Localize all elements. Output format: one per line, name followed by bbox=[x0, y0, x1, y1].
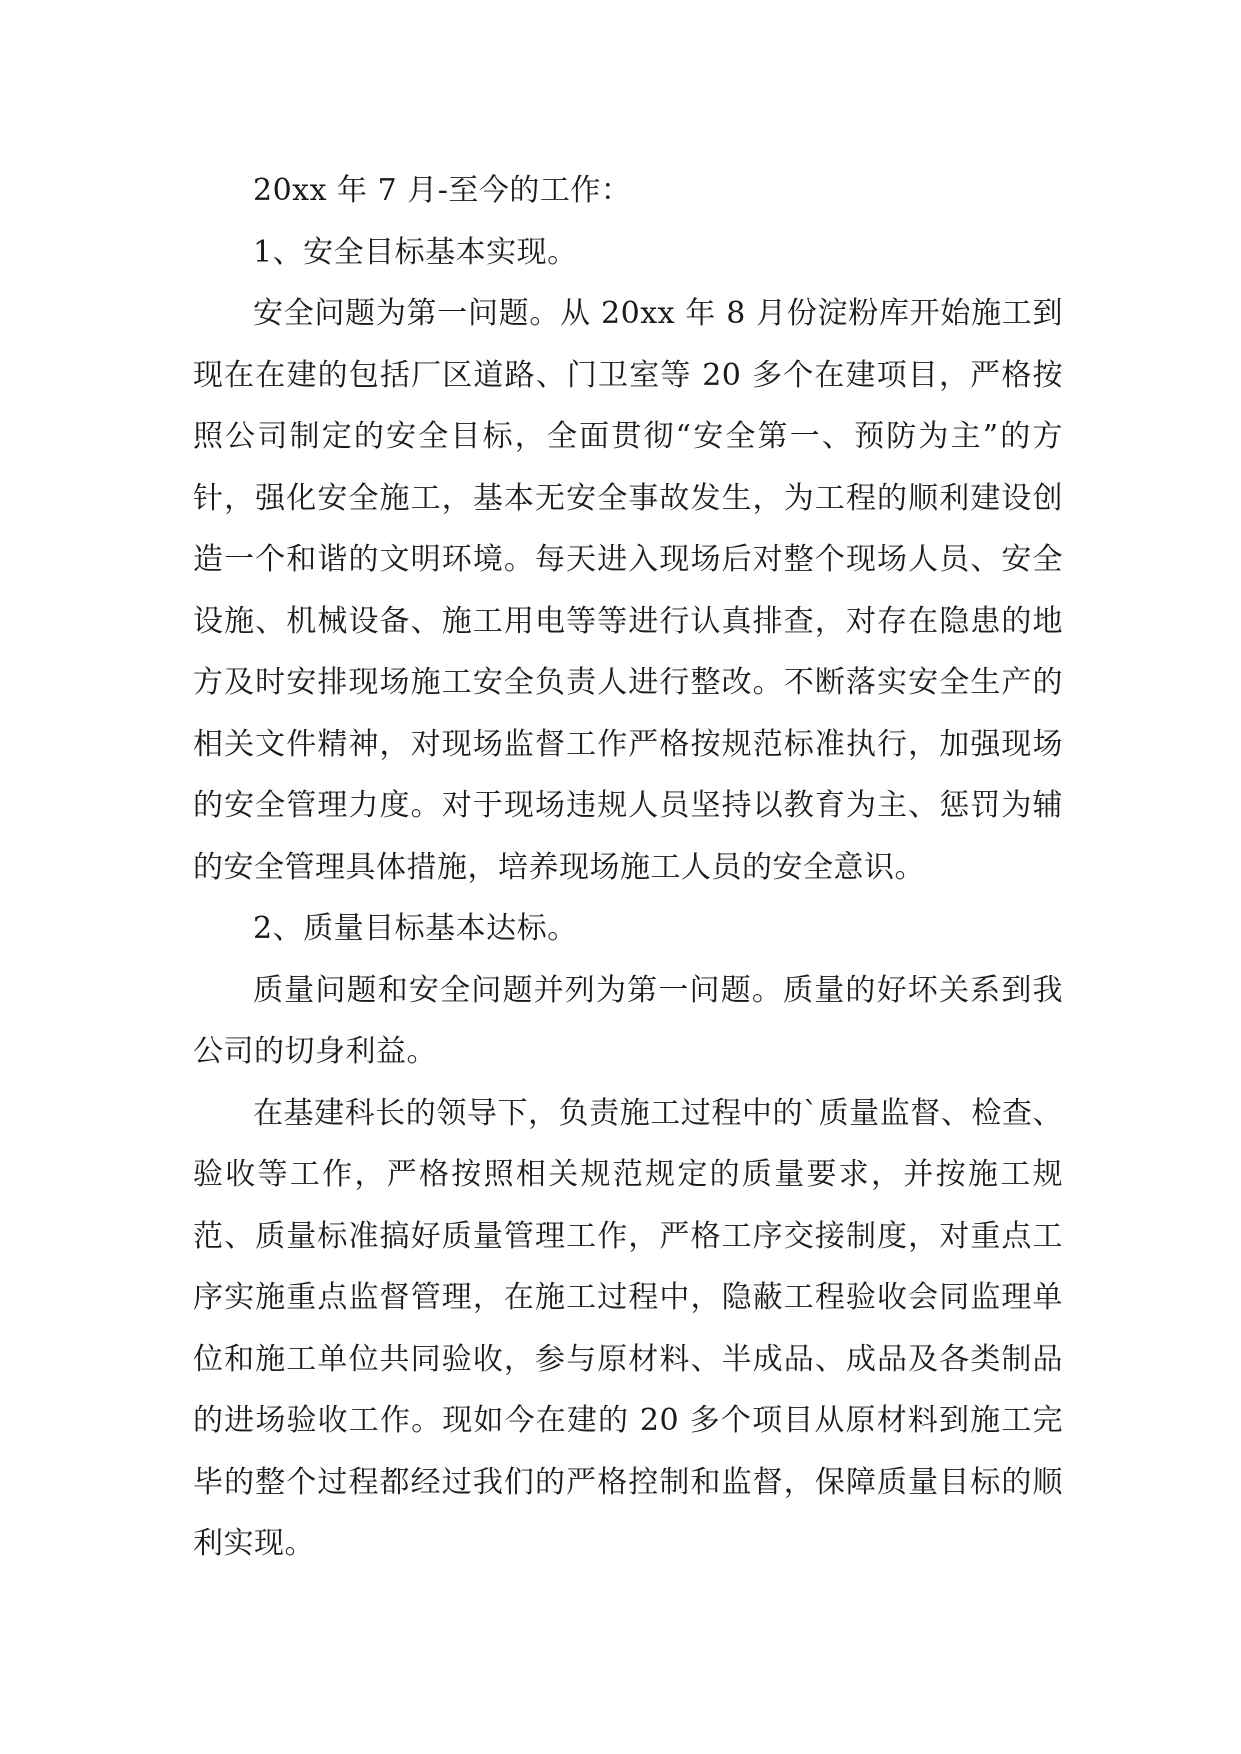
document-body bbox=[193, 160, 1063, 1575]
section-heading-safety: 1、安全目标基本实现。 bbox=[253, 234, 578, 270]
section-heading-quality: 2、质量目标基本达标。 bbox=[253, 911, 578, 946]
paragraph-quality-detail: 在基建科长的领导下，负责施工过程中的`质量监督、检查、验收等工作，严格按照相关规范规定的质量要求，并按施工规范、质量标准搞好质量管理工作，严格工序交接制度，对重点工序实施重点监督管理，在施工过程中，隐蔽工程验收会同监理单位和施工单位共同验收，参与原材料、半成品、成品及各类制品的进场验收工作。现如今在建的 20 多个项目从原材料到施工完毕的整个过程都经过我们的严格控制和监督，保障质量目标的顺利实现。 bbox=[193, 1095, 1063, 1561]
section-heading-period: 20xx 年 7 月-至今的工作： bbox=[253, 173, 632, 208]
paragraph-safety: 安全问题为第一问题。从 20xx 年 8 月份淀粉库开始施工到现在在建的包括厂区道路、门卫室等 20 多个在建项目，严格按照公司制定的安全目标，全面贯彻“安全第一、预防为主”的方针，强化安全施工，基本无安全事故发生，为工程的顺利建设创造一个和谐的文明环境。每天进入现场后对整个现场人员、安全设施、机械设备、施工用电等等进行认真排查，对存在隐患的地方及时安排现场施工安全负责人进行整改。不断落实安全生产的相关文件精神，对现场监督工作严格按规范标准执行，加强现场的安全管理力度。对于现场违规人员坚持以教育为主、惩罚为辅的安全管理具体措施，培养现场施工人员的安全意识。 bbox=[193, 296, 1063, 885]
paragraph-quality-intro: 质量问题和安全问题并列为第一问题。质量的好坏关系到我公司的切身利益。 bbox=[193, 972, 1063, 1069]
